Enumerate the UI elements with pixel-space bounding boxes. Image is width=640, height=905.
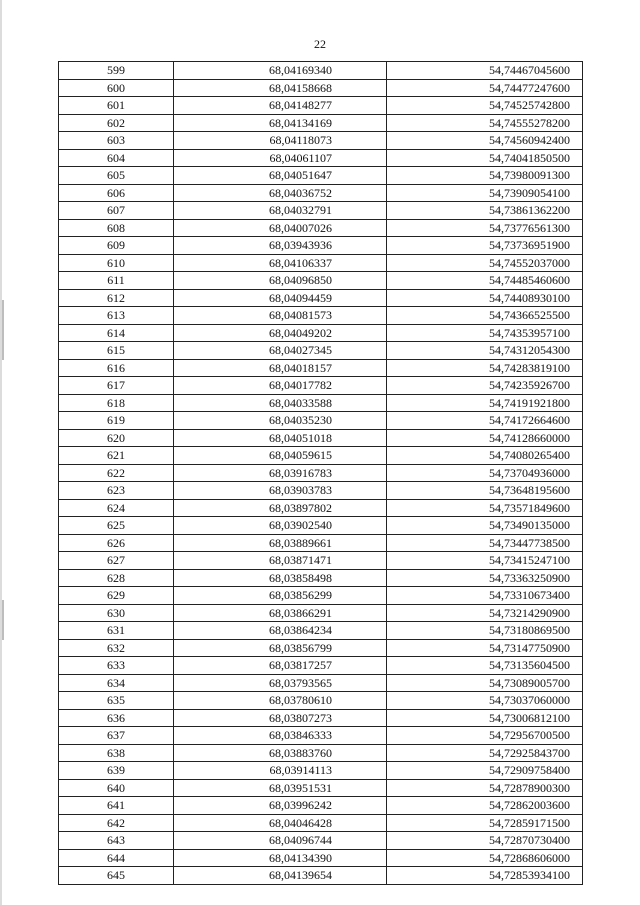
point-number-cell: 609 [59, 237, 174, 255]
x-coordinate-cell: 68,04007026 [174, 219, 387, 237]
x-coordinate-cell: 68,04139654 [174, 867, 387, 885]
table-row [59, 79, 583, 97]
y-coordinate-cell: 54,74555278200 [387, 114, 583, 132]
table-row [59, 797, 583, 815]
table-row [59, 237, 583, 255]
table-row [59, 464, 583, 482]
y-coordinate-cell: 54,73089005700 [387, 674, 583, 692]
table-row [59, 499, 583, 517]
y-coordinate-cell: 54,74041850500 [387, 149, 583, 167]
x-coordinate-cell: 68,04018157 [174, 359, 387, 377]
table-row [59, 377, 583, 395]
page-number: 22 [314, 37, 326, 51]
table-row [59, 307, 583, 325]
table-row [59, 447, 583, 465]
x-coordinate-cell: 68,03996242 [174, 797, 387, 815]
x-coordinate-cell: 68,04051018 [174, 429, 387, 447]
y-coordinate-cell: 54,73415247100 [387, 552, 583, 570]
table-row [59, 569, 583, 587]
table-row [59, 727, 583, 745]
y-coordinate-cell: 54,74080265400 [387, 447, 583, 465]
point-number-cell: 627 [59, 552, 174, 570]
table-row [59, 482, 583, 500]
point-number-cell: 605 [59, 167, 174, 185]
point-number-cell: 624 [59, 499, 174, 517]
x-coordinate-cell: 68,03903783 [174, 482, 387, 500]
x-coordinate-cell: 68,03864234 [174, 622, 387, 640]
y-coordinate-cell: 54,74353957100 [387, 324, 583, 342]
x-coordinate-cell: 68,03883760 [174, 744, 387, 762]
point-number-cell: 628 [59, 569, 174, 587]
x-coordinate-cell: 68,03916783 [174, 464, 387, 482]
x-coordinate-cell: 68,04027345 [174, 342, 387, 360]
x-coordinate-cell: 68,04032791 [174, 202, 387, 220]
x-coordinate-cell: 68,04049202 [174, 324, 387, 342]
table-row [59, 202, 583, 220]
x-coordinate-cell: 68,04118073 [174, 132, 387, 150]
point-number-cell: 621 [59, 447, 174, 465]
table-row [59, 289, 583, 307]
x-coordinate-cell: 68,03807273 [174, 709, 387, 727]
y-coordinate-cell: 54,74525742800 [387, 97, 583, 115]
x-coordinate-cell: 68,04061107 [174, 149, 387, 167]
x-coordinate-cell: 68,04094459 [174, 289, 387, 307]
y-coordinate-cell: 54,73490135000 [387, 517, 583, 535]
table-row [59, 762, 583, 780]
point-number-cell: 640 [59, 779, 174, 797]
point-number-cell: 611 [59, 272, 174, 290]
table-row [59, 709, 583, 727]
table-row [59, 359, 583, 377]
point-number-cell: 645 [59, 867, 174, 885]
point-number-cell: 618 [59, 394, 174, 412]
point-number-cell: 602 [59, 114, 174, 132]
point-number-cell: 610 [59, 254, 174, 272]
y-coordinate-cell: 54,73363250900 [387, 569, 583, 587]
y-coordinate-cell: 54,74485460600 [387, 272, 583, 290]
x-coordinate-cell: 68,04051647 [174, 167, 387, 185]
y-coordinate-cell: 54,72868606000 [387, 849, 583, 867]
table-row [59, 114, 583, 132]
point-number-cell: 641 [59, 797, 174, 815]
table-row [59, 639, 583, 657]
y-coordinate-cell: 54,73147750900 [387, 639, 583, 657]
y-coordinate-cell: 54,72862003600 [387, 797, 583, 815]
x-coordinate-cell: 68,03793565 [174, 674, 387, 692]
y-coordinate-cell: 54,74283819100 [387, 359, 583, 377]
point-number-cell: 606 [59, 184, 174, 202]
point-number-cell: 644 [59, 849, 174, 867]
y-coordinate-cell: 54,73980091300 [387, 167, 583, 185]
x-coordinate-cell: 68,04106337 [174, 254, 387, 272]
y-coordinate-cell: 54,73310673400 [387, 587, 583, 605]
table-row [59, 552, 583, 570]
point-number-cell: 626 [59, 534, 174, 552]
point-number-cell: 642 [59, 814, 174, 832]
point-number-cell: 622 [59, 464, 174, 482]
x-coordinate-cell: 68,03846333 [174, 727, 387, 745]
point-number-cell: 630 [59, 604, 174, 622]
point-number-cell: 607 [59, 202, 174, 220]
x-coordinate-cell: 68,03914113 [174, 762, 387, 780]
x-coordinate-cell: 68,03856799 [174, 639, 387, 657]
table-row [59, 324, 583, 342]
point-number-cell: 631 [59, 622, 174, 640]
x-coordinate-cell: 68,03780610 [174, 692, 387, 710]
point-number-cell: 634 [59, 674, 174, 692]
x-coordinate-cell: 68,04081573 [174, 307, 387, 325]
y-coordinate-cell: 54,72925843700 [387, 744, 583, 762]
table-row [59, 517, 583, 535]
y-coordinate-cell: 54,73861362200 [387, 202, 583, 220]
x-coordinate-cell: 68,03858498 [174, 569, 387, 587]
x-coordinate-cell: 68,04046428 [174, 814, 387, 832]
y-coordinate-cell: 54,72909758400 [387, 762, 583, 780]
y-coordinate-cell: 54,74191921800 [387, 394, 583, 412]
y-coordinate-cell: 54,73648195600 [387, 482, 583, 500]
table-row [59, 412, 583, 430]
y-coordinate-cell: 54,72859171500 [387, 814, 583, 832]
x-coordinate-cell: 68,03871471 [174, 552, 387, 570]
y-coordinate-cell: 54,73006812100 [387, 709, 583, 727]
point-number-cell: 615 [59, 342, 174, 360]
y-coordinate-cell: 54,74172664600 [387, 412, 583, 430]
table-row [59, 97, 583, 115]
y-coordinate-cell: 54,73776561300 [387, 219, 583, 237]
x-coordinate-cell: 68,04134169 [174, 114, 387, 132]
x-coordinate-cell: 68,04035230 [174, 412, 387, 430]
coordinates-table [58, 61, 583, 885]
y-coordinate-cell: 54,73135604500 [387, 657, 583, 675]
table-row [59, 849, 583, 867]
y-coordinate-cell: 54,74552037000 [387, 254, 583, 272]
table-row [59, 534, 583, 552]
point-number-cell: 643 [59, 832, 174, 850]
x-coordinate-cell: 68,04096850 [174, 272, 387, 290]
point-number-cell: 619 [59, 412, 174, 430]
y-coordinate-cell: 54,72853934100 [387, 867, 583, 885]
y-coordinate-cell: 54,74128660000 [387, 429, 583, 447]
point-number-cell: 613 [59, 307, 174, 325]
x-coordinate-cell: 68,04134390 [174, 849, 387, 867]
x-coordinate-cell: 68,04148277 [174, 97, 387, 115]
point-number-cell: 629 [59, 587, 174, 605]
table-row [59, 657, 583, 675]
point-number-cell: 614 [59, 324, 174, 342]
x-coordinate-cell: 68,03951531 [174, 779, 387, 797]
table-row [59, 184, 583, 202]
y-coordinate-cell: 54,73909054100 [387, 184, 583, 202]
coordinates-table-body [59, 62, 583, 885]
point-number-cell: 633 [59, 657, 174, 675]
table-row [59, 604, 583, 622]
y-coordinate-cell: 54,74312054300 [387, 342, 583, 360]
point-number-cell: 600 [59, 79, 174, 97]
y-coordinate-cell: 54,73180869500 [387, 622, 583, 640]
point-number-cell: 625 [59, 517, 174, 535]
point-number-cell: 638 [59, 744, 174, 762]
table-row [59, 149, 583, 167]
table-row [59, 132, 583, 150]
y-coordinate-cell: 54,74477247600 [387, 79, 583, 97]
x-coordinate-cell: 68,04033588 [174, 394, 387, 412]
x-coordinate-cell: 68,03866291 [174, 604, 387, 622]
point-number-cell: 616 [59, 359, 174, 377]
x-coordinate-cell: 68,03856299 [174, 587, 387, 605]
x-coordinate-cell: 68,03889661 [174, 534, 387, 552]
x-coordinate-cell: 68,03902540 [174, 517, 387, 535]
table-row [59, 832, 583, 850]
table-row [59, 779, 583, 797]
table-row [59, 814, 583, 832]
y-coordinate-cell: 54,73447738500 [387, 534, 583, 552]
y-coordinate-cell: 54,74408930100 [387, 289, 583, 307]
point-number-cell: 601 [59, 97, 174, 115]
table-row [59, 429, 583, 447]
y-coordinate-cell: 54,74235926700 [387, 377, 583, 395]
x-coordinate-cell: 68,04158668 [174, 79, 387, 97]
table-row [59, 219, 583, 237]
y-coordinate-cell: 54,74467045600 [387, 62, 583, 80]
table-row [59, 342, 583, 360]
x-coordinate-cell: 68,04036752 [174, 184, 387, 202]
point-number-cell: 617 [59, 377, 174, 395]
table-row [59, 674, 583, 692]
point-number-cell: 608 [59, 219, 174, 237]
point-number-cell: 612 [59, 289, 174, 307]
point-number-cell: 623 [59, 482, 174, 500]
scan-edge [0, 0, 2, 905]
table-row [59, 622, 583, 640]
table-row [59, 867, 583, 885]
y-coordinate-cell: 54,73037060000 [387, 692, 583, 710]
scan-mark [2, 600, 4, 640]
point-number-cell: 599 [59, 62, 174, 80]
table-row [59, 272, 583, 290]
table-row [59, 394, 583, 412]
point-number-cell: 604 [59, 149, 174, 167]
point-number-cell: 639 [59, 762, 174, 780]
x-coordinate-cell: 68,03817257 [174, 657, 387, 675]
y-coordinate-cell: 54,74560942400 [387, 132, 583, 150]
y-coordinate-cell: 54,72956700500 [387, 727, 583, 745]
table-row [59, 62, 583, 80]
point-number-cell: 635 [59, 692, 174, 710]
table-row [59, 692, 583, 710]
y-coordinate-cell: 54,73571849600 [387, 499, 583, 517]
y-coordinate-cell: 54,73214290900 [387, 604, 583, 622]
point-number-cell: 636 [59, 709, 174, 727]
x-coordinate-cell: 68,03943936 [174, 237, 387, 255]
table-row [59, 254, 583, 272]
y-coordinate-cell: 54,73704936000 [387, 464, 583, 482]
y-coordinate-cell: 54,73736951900 [387, 237, 583, 255]
point-number-cell: 632 [59, 639, 174, 657]
x-coordinate-cell: 68,04017782 [174, 377, 387, 395]
x-coordinate-cell: 68,04059615 [174, 447, 387, 465]
x-coordinate-cell: 68,04169340 [174, 62, 387, 80]
point-number-cell: 620 [59, 429, 174, 447]
table-row [59, 744, 583, 762]
point-number-cell: 637 [59, 727, 174, 745]
scan-mark [2, 300, 4, 360]
y-coordinate-cell: 54,72878900300 [387, 779, 583, 797]
point-number-cell: 603 [59, 132, 174, 150]
y-coordinate-cell: 54,74366525500 [387, 307, 583, 325]
table-row [59, 587, 583, 605]
x-coordinate-cell: 68,04096744 [174, 832, 387, 850]
table-row [59, 167, 583, 185]
y-coordinate-cell: 54,72870730400 [387, 832, 583, 850]
x-coordinate-cell: 68,03897802 [174, 499, 387, 517]
